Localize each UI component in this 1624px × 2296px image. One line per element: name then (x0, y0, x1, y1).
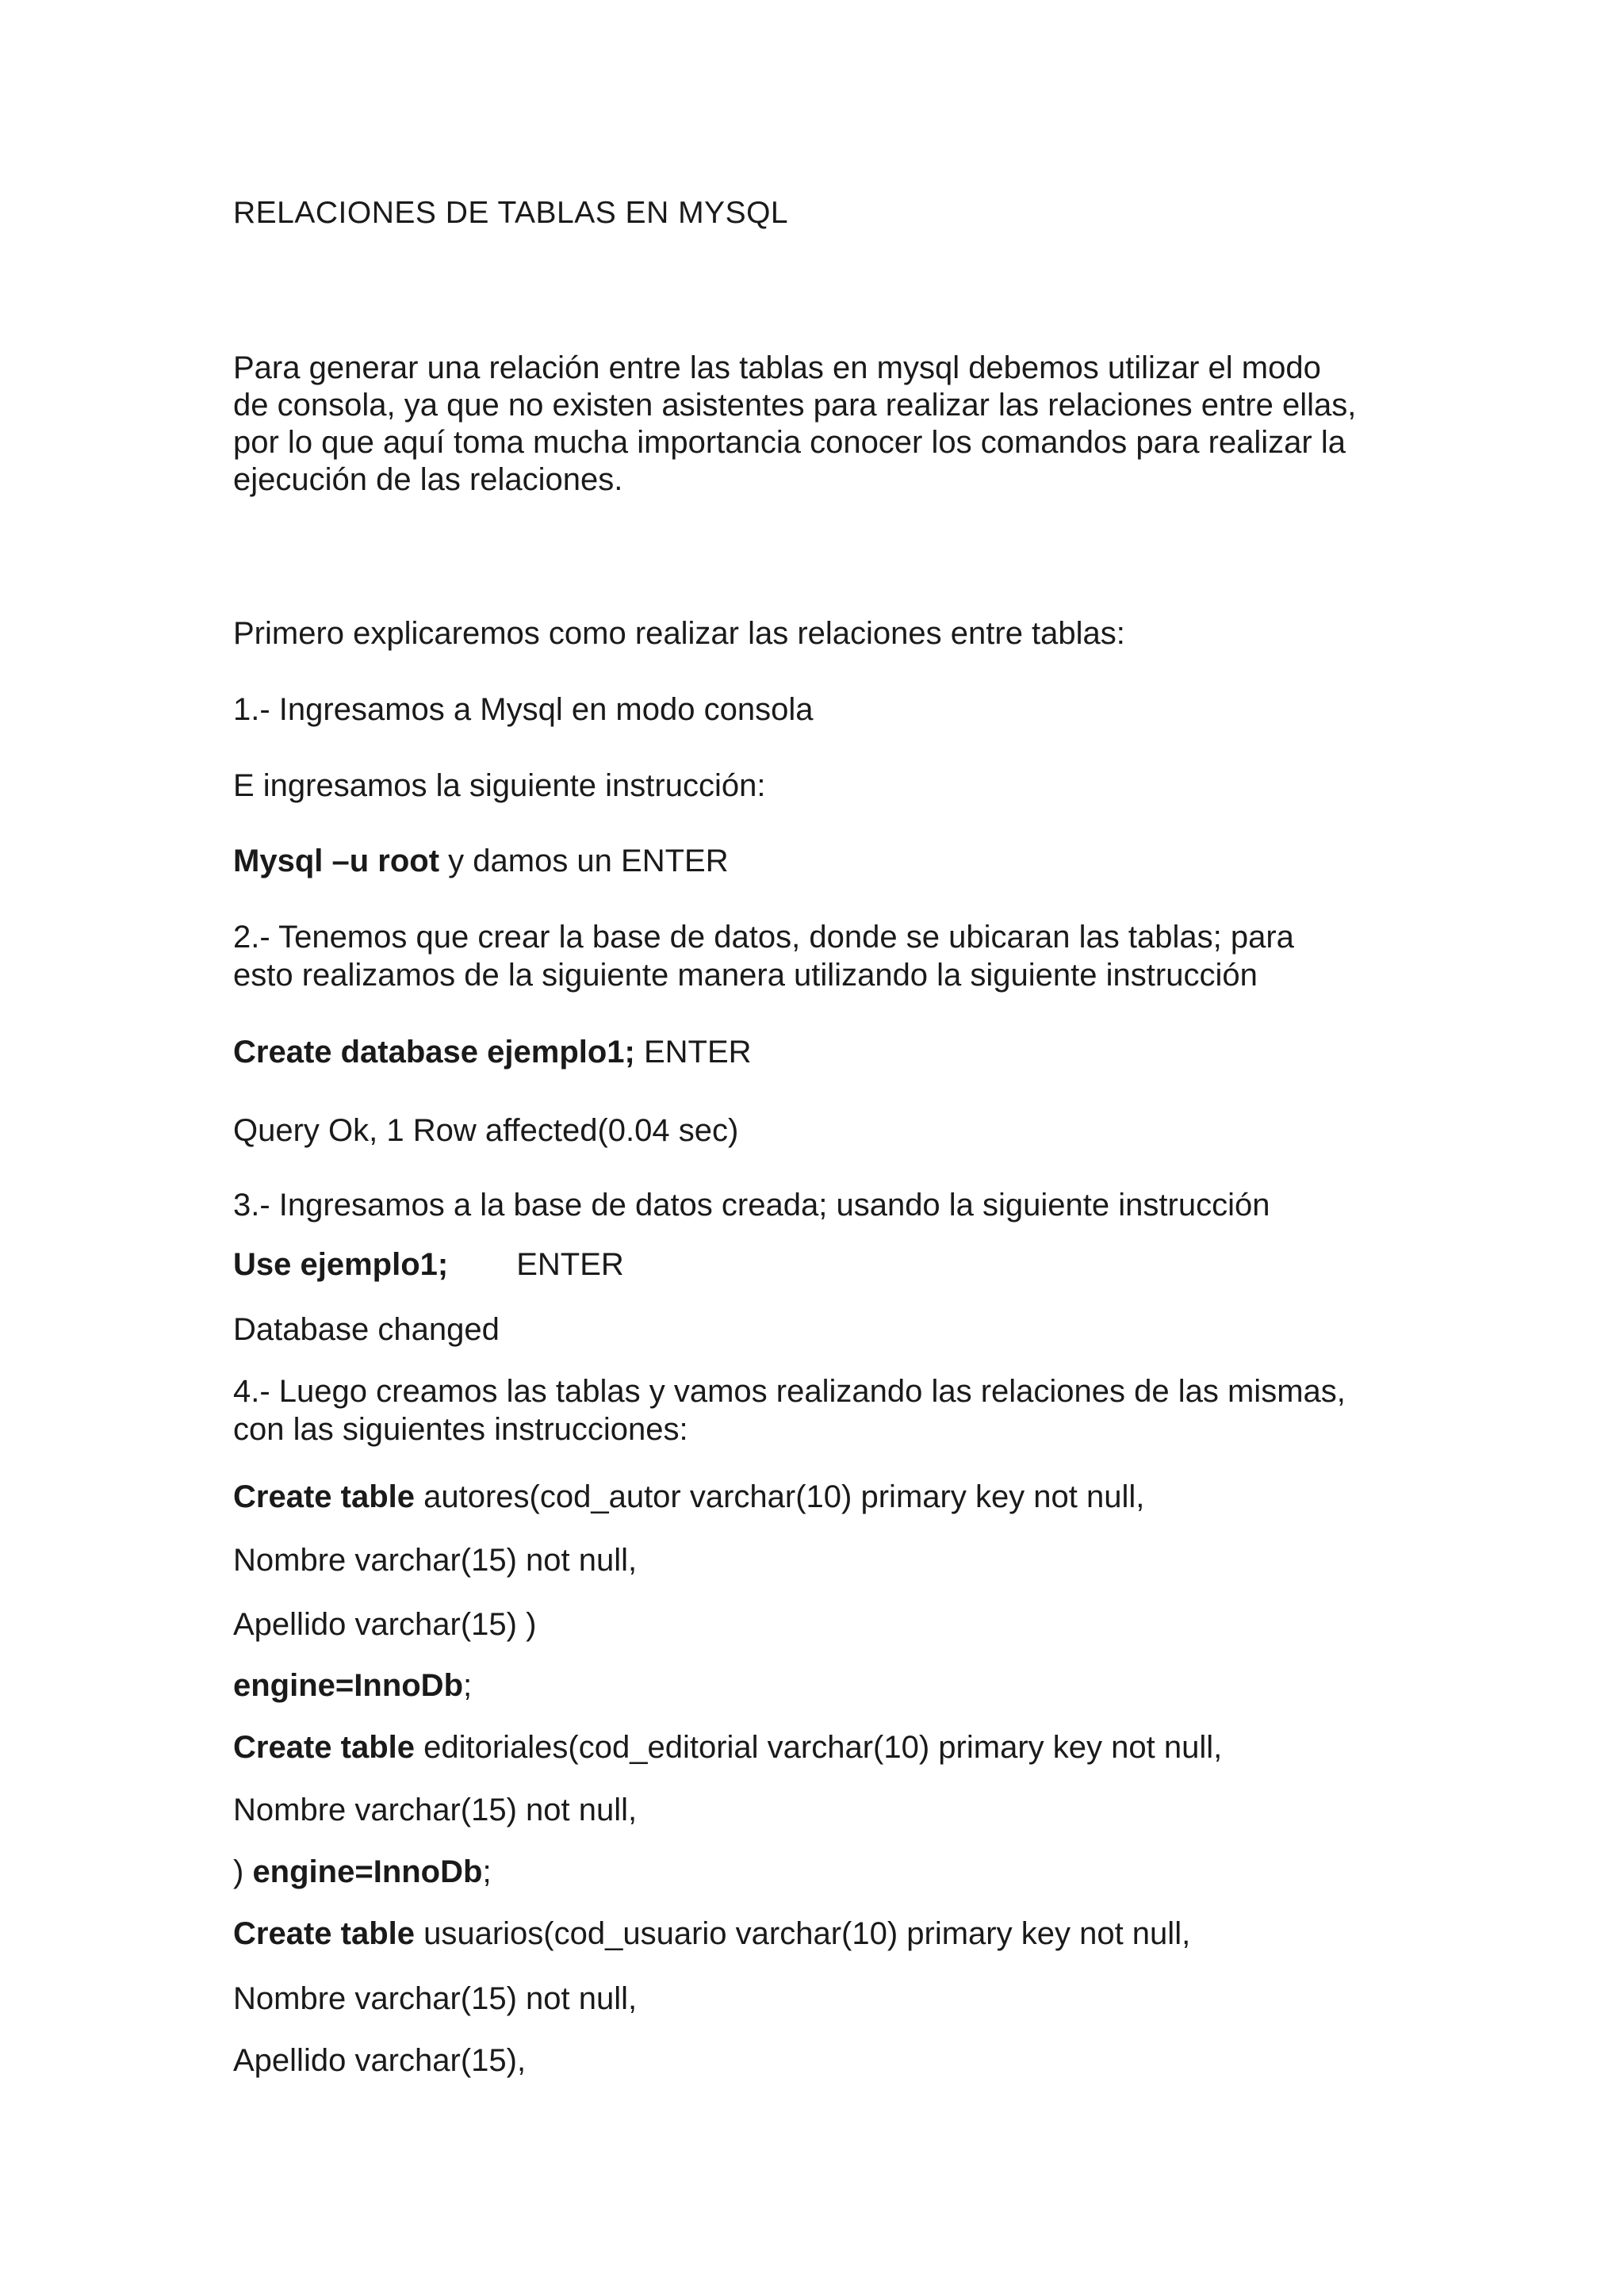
autores-line-2: Nombre varchar(15) not null, (233, 1543, 638, 1578)
step1-command-bold: Mysql –u root (233, 844, 440, 878)
autores-engine-bold: engine=InnoDb (233, 1668, 463, 1703)
intro-line-3: por lo que aquí toma mucha importancia conocer los comandos para realizar la (233, 425, 1346, 460)
intro-line-4: ejecución de las relaciones. (233, 462, 623, 497)
editoriales-engine-bold: engine=InnoDb (252, 1854, 483, 1889)
step4-line-1: 4.- Luego creamos las tablas y vamos realizando las relaciones de las mismas, (233, 1374, 1346, 1409)
usuarios-line-3: Apellido varchar(15), (233, 2043, 527, 2078)
step3-command (233, 1246, 624, 1284)
document-title: RELACIONES DE TABLAS EN MYSQL (233, 196, 789, 230)
autores-engine (233, 1667, 472, 1705)
intro-line-1: Para generar una relación entre las tablas en mysql debemos utilizar el modo (233, 350, 1321, 385)
step1-command (233, 842, 729, 880)
autores-line-1-rest: autores(cod_autor varchar(10) primary key not null, (414, 1479, 1145, 1514)
step2-command-bold: Create database ejemplo1; (233, 1035, 635, 1070)
step3-command-rest: ENTER (516, 1247, 624, 1282)
intro-line-2: de consola, ya que no existen asistentes para realizar las relaciones entre ellas, (233, 388, 1357, 423)
editoriales-keyword: Create table (233, 1730, 415, 1765)
usuarios-line-1-rest: usuarios(cod_usuario varchar(10) primary key not null, (414, 1916, 1191, 1951)
step2-command-rest: ENTER (634, 1035, 752, 1070)
step1-command-rest: y damos un ENTER (439, 844, 729, 878)
autores-line-1 (233, 1478, 1144, 1516)
autores-engine-rest: ; (463, 1668, 473, 1703)
step3-text: 3.- Ingresamos a la base de datos creada; usando la siguiente instrucción (233, 1188, 1270, 1223)
usuarios-keyword: Create table (233, 1916, 415, 1951)
explain-text: Primero explicaremos como realizar las relaciones entre tablas: (233, 616, 1125, 651)
step1-sub: E ingresamos la siguiente instrucción: (233, 768, 766, 803)
editoriales-engine (233, 1853, 492, 1891)
step3-result: Database changed (233, 1312, 500, 1347)
step2-result: Query Ok, 1 Row affected(0.04 sec) (233, 1113, 739, 1148)
usuarios-line-1 (233, 1915, 1190, 1953)
step2-line-2: esto realizamos de la siguiente manera utilizando la siguiente instrucción (233, 958, 1258, 993)
editoriales-paren: ) (233, 1854, 253, 1889)
usuarios-line-2: Nombre varchar(15) not null, (233, 1981, 638, 2016)
editoriales-line-1-rest: editoriales(cod_editorial varchar(10) primary key not null, (414, 1730, 1223, 1765)
step3-command-bold: Use ejemplo1; (233, 1247, 449, 1282)
step1-text: 1.- Ingresamos a Mysql en modo consola (233, 692, 814, 727)
editoriales-line-2: Nombre varchar(15) not null, (233, 1793, 638, 1827)
step4-line-2: con las siguientes instrucciones: (233, 1412, 688, 1447)
autores-keyword: Create table (233, 1479, 415, 1514)
editoriales-line-1 (233, 1728, 1222, 1766)
editoriales-engine-rest: ; (482, 1854, 492, 1889)
step2-line-1: 2.- Tenemos que crear la base de datos, donde se ubicaran las tablas; para (233, 920, 1294, 955)
autores-line-3: Apellido varchar(15) ) (233, 1607, 537, 1642)
step2-command (233, 1033, 752, 1071)
